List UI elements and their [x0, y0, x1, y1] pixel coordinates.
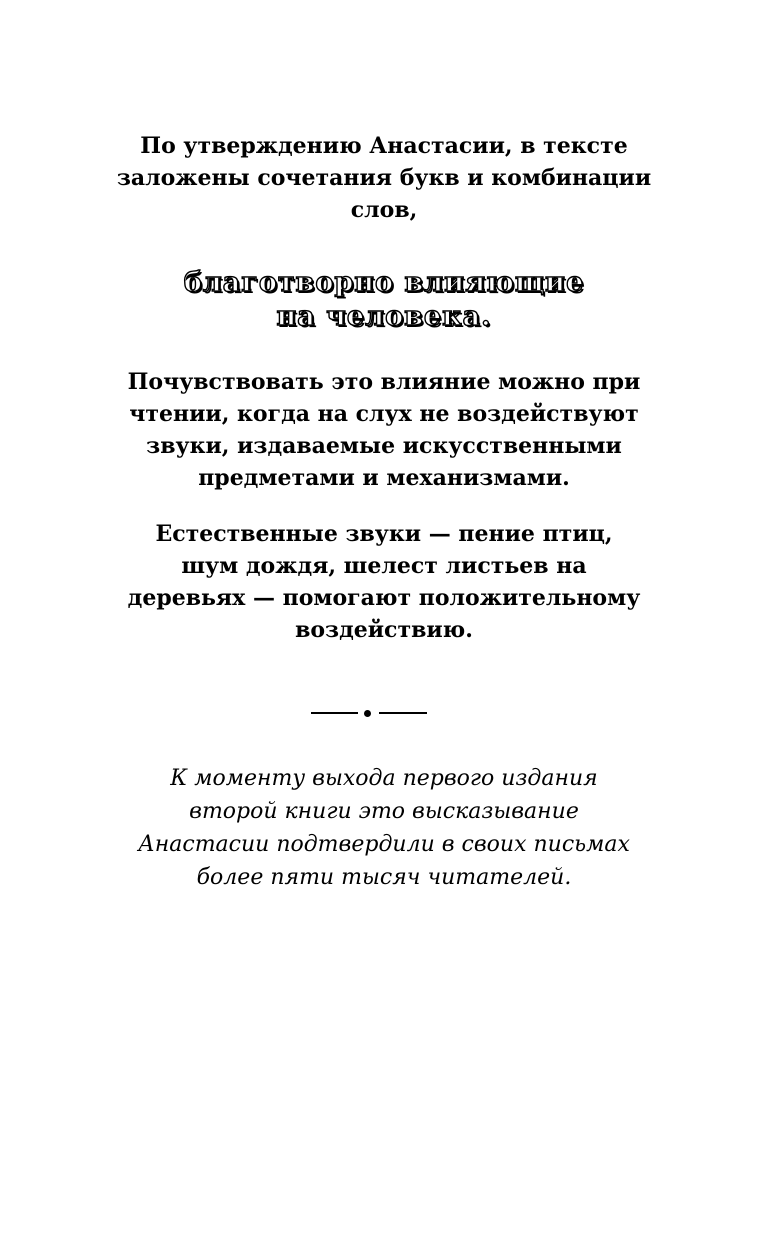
note-line: более пяти тысяч читателей. [196, 865, 572, 890]
text-line: шум дождя, шелест листьев на [181, 553, 587, 579]
text-line: Почувствовать это влияние можно при [127, 369, 641, 395]
text-line: заложены сочетания букв и комбинации [116, 165, 652, 191]
note-line: Анастасии подтвердили в своих письмах [138, 832, 630, 857]
headline-line: благотворно влияющие [183, 267, 585, 298]
headline-line: на человека. [276, 301, 492, 332]
note-line: второй книги это высказывание [189, 799, 579, 824]
intro-paragraph [0, 130, 768, 226]
paragraph-natural-sounds [0, 518, 768, 646]
note-line: К моменту выхода первого издания [170, 766, 598, 791]
text-line: звуки, издаваемые искусственными [146, 433, 622, 459]
italic-footnote [0, 762, 768, 894]
divider-line-left [311, 712, 358, 714]
text-line: чтении, когда на слух не воздействуют [129, 401, 639, 427]
text-line: слов, [350, 197, 418, 223]
text-line: предметами и механизмами. [198, 465, 570, 491]
paragraph-reading-effect [0, 366, 768, 494]
text-line: По утверждению Анастасии, в тексте [140, 133, 628, 159]
outlined-headline [0, 266, 768, 334]
text-line: Естественные звуки — пение птиц, [155, 521, 613, 547]
divider-line-right [379, 712, 427, 714]
section-divider [0, 704, 768, 720]
text-line: воздействию. [295, 617, 473, 643]
divider-dot-icon [364, 710, 371, 717]
text-line: деревьях — помогают положительному [127, 585, 641, 611]
